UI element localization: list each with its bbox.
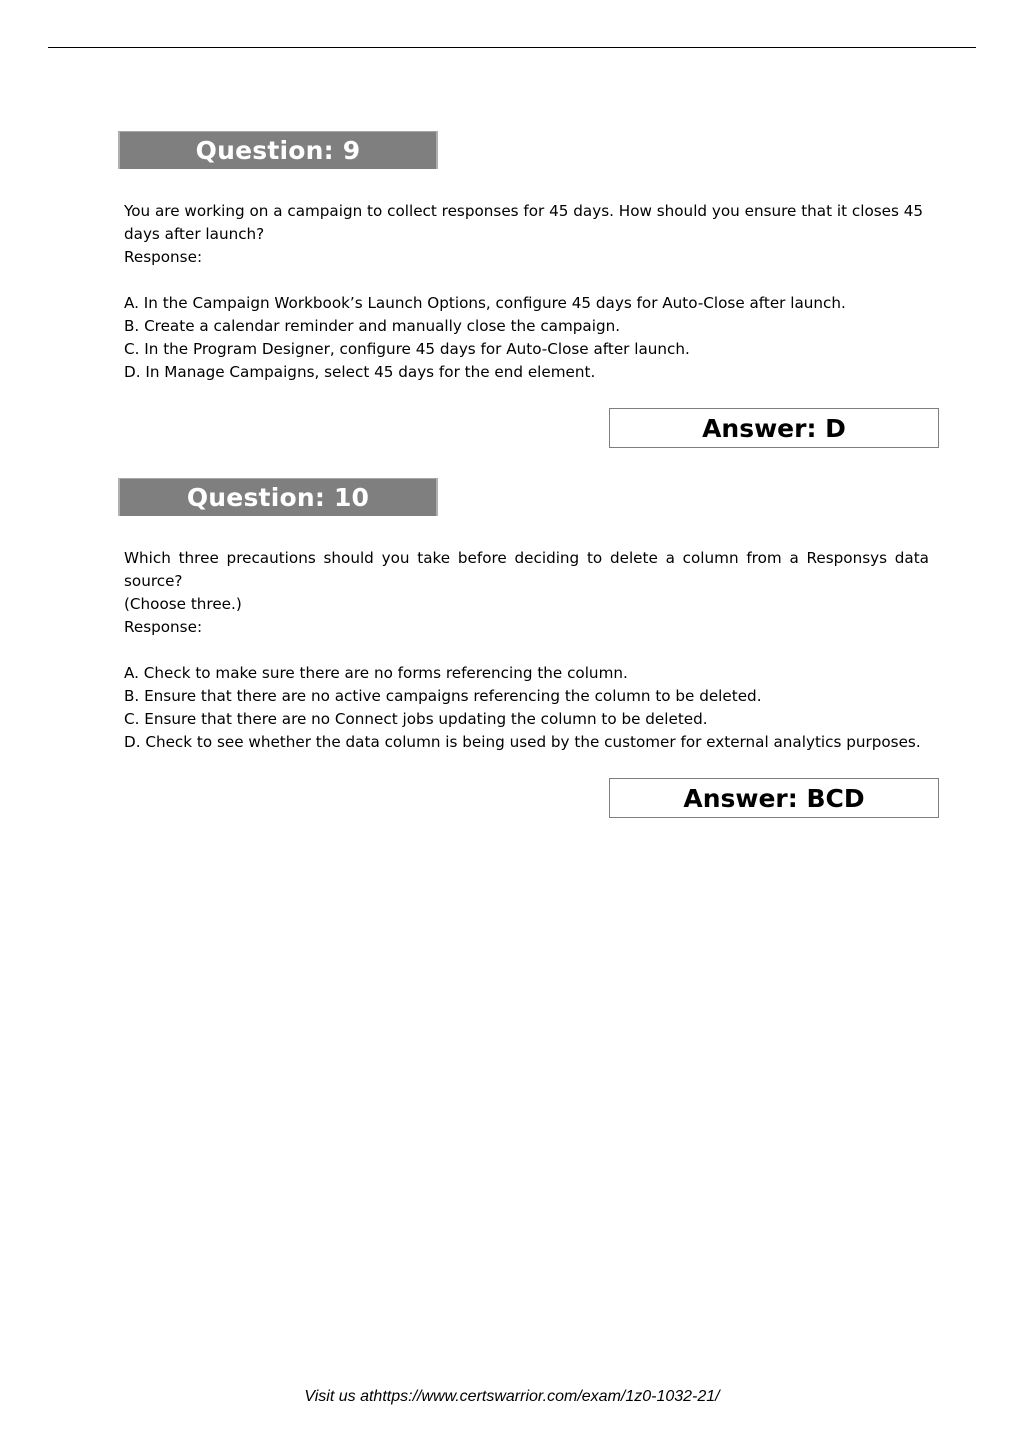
question-10-header [118, 478, 438, 516]
question-10-option-c: C. Ensure that there are no Connect jobs updating the column to be deleted. [124, 710, 708, 728]
question-10-body [124, 547, 929, 754]
question-9-answer: Answer: D [702, 413, 846, 443]
question-9-answer-box [609, 408, 939, 448]
question-9-title: Question: 9 [195, 136, 361, 165]
question-10-option-d: D. Check to see whether the data column is being used by the customer for external analytics purposes. [124, 733, 921, 751]
question-10-response-label: Response: [124, 618, 203, 636]
top-divider [48, 47, 976, 48]
question-10-answer: Answer: BCD [683, 783, 865, 813]
question-9-header [118, 131, 438, 169]
footer-link-text[interactable]: Visit us athttps://www.certswarrior.com/exam/1z0-1032-21/ [304, 1388, 720, 1405]
question-9-body [124, 200, 929, 384]
question-10-answer-box [609, 778, 939, 818]
question-9-option-c: C. In the Program Designer, configure 45 days for Auto-Close after launch. [124, 340, 690, 358]
question-10-option-b: B. Ensure that there are no active campaigns referencing the column to be deleted. [124, 687, 762, 705]
question-10-choose-note: (Choose three.) [124, 595, 242, 613]
question-9-option-a: A. In the Campaign Workbook’s Launch Options, configure 45 days for Auto-Close after launch. [124, 294, 846, 312]
question-9-option-b: B. Create a calendar reminder and manually close the campaign. [124, 317, 621, 335]
question-9-option-d: D. In Manage Campaigns, select 45 days for the end element. [124, 363, 596, 381]
question-10-option-a: A. Check to make sure there are no forms referencing the column. [124, 664, 628, 682]
question-9-stem: You are working on a campaign to collect responses for 45 days. How should you ensure that it closes 45 days after launch? [124, 202, 924, 243]
question-9-response-label: Response: [124, 248, 203, 266]
question-10-stem: Which three precautions should you take before deciding to delete a column from a Responsys data source? [124, 549, 929, 590]
question-10-title: Question: 10 [186, 483, 370, 512]
